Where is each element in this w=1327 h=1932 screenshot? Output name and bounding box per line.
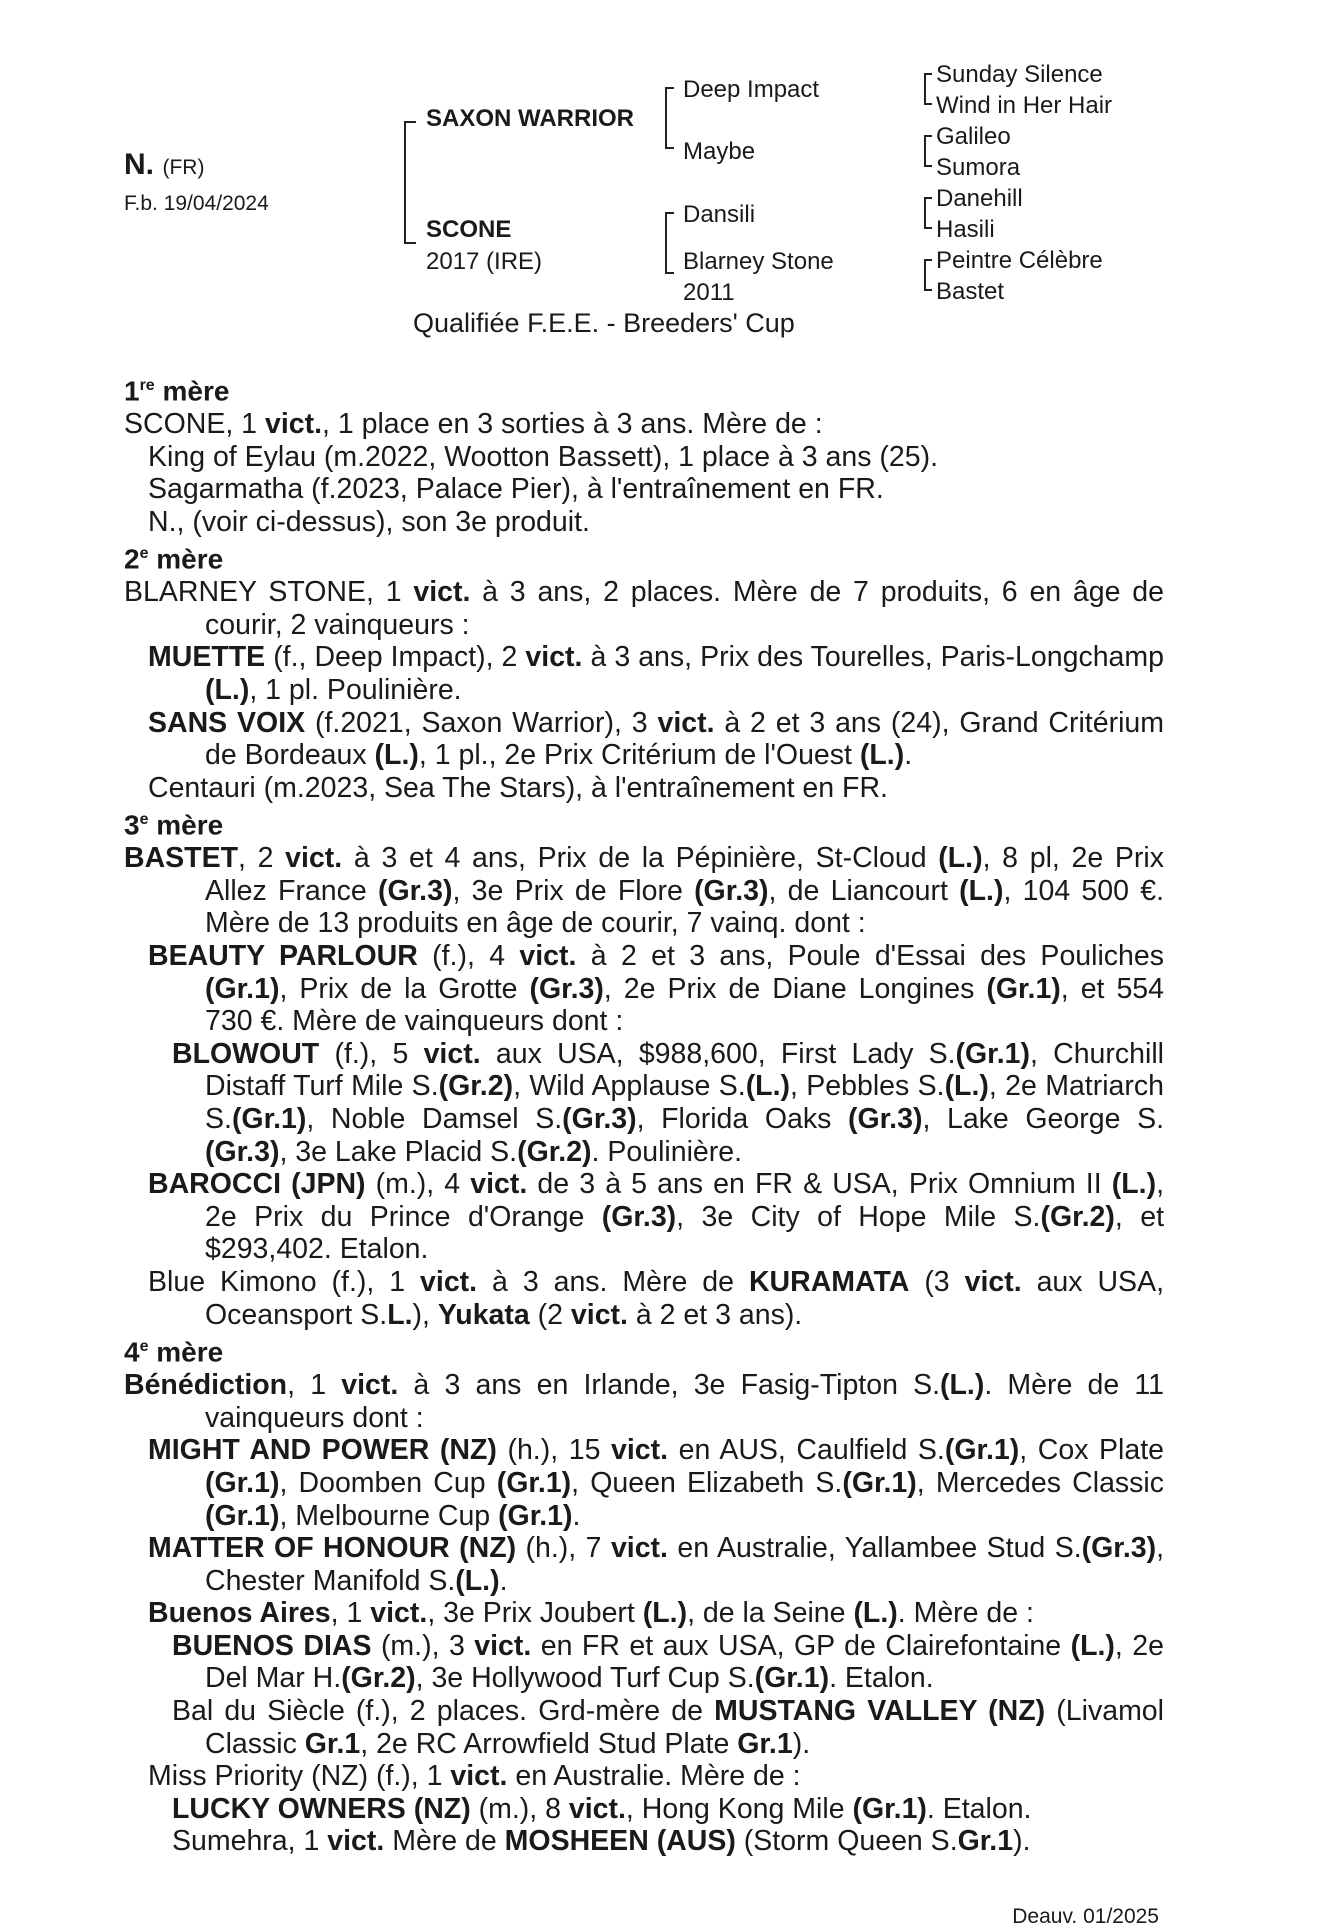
sire-sire: Deep Impact (683, 76, 820, 103)
produce-entry: Sagarmatha (f.2023, Palace Pier), à l'entraînement en FR. (148, 473, 884, 506)
produce-entry: King of Eylau (m.2022, Wootton Bassett), 1 place à 3 ans (25). (148, 440, 938, 473)
produce-entry: Centauri (m.2023, Sea The Stars), à l'entraînement en FR. (148, 771, 888, 804)
sire-name: SAXON WARRIOR (426, 105, 635, 132)
produce-entry: N., (voir ci-dessus), son 3e produit. (148, 505, 590, 538)
foal-info: F.b. 19/04/2024 (124, 192, 269, 215)
bracket-line (404, 242, 416, 244)
ancestor: Peintre Célèbre (936, 247, 1103, 274)
ancestor: Danehill (936, 185, 1023, 212)
dam-info: 2017 (IRE) (426, 248, 543, 275)
produce-entry: Blue Kimono (f.), 1 vict. à 3 ans. Mère de KURAMATA (3 vict. aux USA, Oceansport S.L.), Yukata (2 vict. à 2 et 3 ans). (148, 1266, 1164, 1331)
produce-entry: BAROCCI (JPN) (m.), 4 vict. de 3 à 5 ans en FR & USA, Prix Omnium II (L.), 2e Prix du Prince d'Orange (Gr.3), 3e City of Hope Mile S.(Gr.2), et $293,402. Etalon. (148, 1168, 1164, 1266)
produce-entry: BLOWOUT (f.), 5 vict. aux USA, $988,600, First Lady S.(Gr.1), Churchill Distaff Turf Mile S.(Gr.2), Wild Applause S.(L.), Pebbles S.(L.), 2e Matriarch S.(Gr.1), Noble Damsel S.(Gr.3), Florida Oaks (Gr.3), Lake George S.(Gr.3), 3e Lake Placid S.(Gr.2). Poulinière. (172, 1037, 1164, 1168)
dam-entry: BASTET, 2 vict. à 3 et 4 ans, Prix de la Pépinière, St-Cloud (L.), 8 pl, 2e Prix Allez France (Gr.3), 3e Prix de Flore (Gr.3), de Liancourt (L.), 104 500 €. Mère de 13 produits en âge de courir, 7 vainq. dont : (124, 842, 1165, 940)
footer-reference: Deauv. 01/2025 (1012, 1905, 1159, 1928)
bracket-line (665, 147, 674, 149)
section-title-1: 1re mère (124, 375, 230, 407)
bracket-line (404, 121, 406, 244)
section-title-4: 4e mère (124, 1336, 224, 1368)
bracket-line (665, 212, 667, 274)
dam-sire: Dansili (683, 201, 756, 228)
ancestor: Hasili (936, 216, 995, 243)
bracket-line (404, 121, 416, 123)
dam-entry: SCONE, 1 vict., 1 place en 3 sorties à 3 ans. Mère de : (124, 407, 823, 440)
produce-entry: Sumehra, 1 vict. Mère de MOSHEEN (AUS) (Storm Queen S.Gr.1). (172, 1825, 1031, 1858)
dam-entry: BLARNEY STONE, 1 vict. à 3 ans, 2 places. Mère de 7 produits, 6 en âge de courir, 2 vainqueurs : (124, 576, 1164, 641)
sire-dam: Maybe (683, 138, 756, 165)
produce-entry: BUENOS DIAS (m.), 3 vict. en FR et aux USA, GP de Clairefontaine (L.), 2e Del Mar H.(Gr.2), 3e Hollywood Turf Cup S.(Gr.1). Etalon. (172, 1629, 1164, 1695)
qualification: Qualifiée F.E.E. - Breeders' Cup (413, 308, 795, 338)
produce-entry: MATTER OF HONOUR (NZ) (h.), 7 vict. en Australie, Yallambee Stud S.(Gr.3), Chester Manifold S.(L.). (148, 1532, 1164, 1597)
bracket-line (665, 87, 667, 149)
produce-entry: MIGHT AND POWER (NZ) (h.), 15 vict. en AUS, Caulfield S.(Gr.1), Cox Plate (Gr.1), Doomben Cup (Gr.1), Queen Elizabeth S.(Gr.1), Mercedes Classic (Gr.1), Melbourne Cup (Gr.1). (148, 1434, 1164, 1532)
ancestor: Wind in Her Hair (936, 92, 1113, 119)
bracket-line (665, 87, 674, 89)
dam-entry: Bénédiction, 1 vict. à 3 ans en Irlande, 3e Fasig-Tipton S.(L.). Mère de 11 vainqueurs dont : (124, 1369, 1164, 1434)
produce-entry: Buenos Aires, 1 vict., 3e Prix Joubert (L.), de la Seine (L.). Mère de : (148, 1597, 1034, 1630)
foal-name-line (124, 148, 204, 182)
dam-name: SCONE (426, 216, 512, 243)
ancestor: Sunday Silence (936, 61, 1103, 88)
produce-entry: SANS VOIX (f.2021, Saxon Warrior), 3 vict. à 2 et 3 ans (24), Grand Critérium de Bordeaux (L.), 1 pl., 2e Prix Critérium de l'Ouest (L.). (148, 706, 1164, 772)
bracket-line (665, 212, 674, 214)
foal-name: N. (124, 148, 154, 181)
produce-entry: LUCKY OWNERS (NZ) (m.), 8 vict., Hong Kong Mile (Gr.1). Etalon. (172, 1792, 1032, 1825)
foal-country: (FR) (162, 156, 205, 179)
section-title-2: 2e mère (124, 543, 224, 575)
produce-entry: Bal du Siècle (f.), 2 places. Grd-mère de MUSTANG VALLEY (NZ) (Livamol Classic Gr.1, 2e RC Arrowfield Stud Plate Gr.1). (172, 1695, 1164, 1760)
produce-entry: BEAUTY PARLOUR (f.), 4 vict. à 2 et 3 ans, Poule d'Essai des Pouliches (Gr.1), Prix de la Grotte (Gr.3), 2e Prix de Diane Longines (Gr.1), et 554 730 €. Mère de vainqueurs dont : (148, 940, 1165, 1038)
produce-entry: MUETTE (f., Deep Impact), 2 vict. à 3 ans, Prix des Tourelles, Paris-Longchamp (L.), 1 pl. Poulinière. (148, 641, 1164, 706)
section-title-3: 3e mère (124, 809, 224, 841)
ancestor: Sumora (936, 154, 1021, 181)
dam-dam: Blarney Stone (683, 248, 834, 275)
dam-dam-year: 2011 (683, 279, 735, 306)
ancestor: Galileo (936, 123, 1011, 150)
produce-entry: Miss Priority (NZ) (f.), 1 vict. en Australie. Mère de : (148, 1760, 801, 1793)
catalog-text (124, 370, 1164, 1858)
bracket-line (665, 272, 674, 274)
ancestor: Bastet (936, 278, 1005, 305)
